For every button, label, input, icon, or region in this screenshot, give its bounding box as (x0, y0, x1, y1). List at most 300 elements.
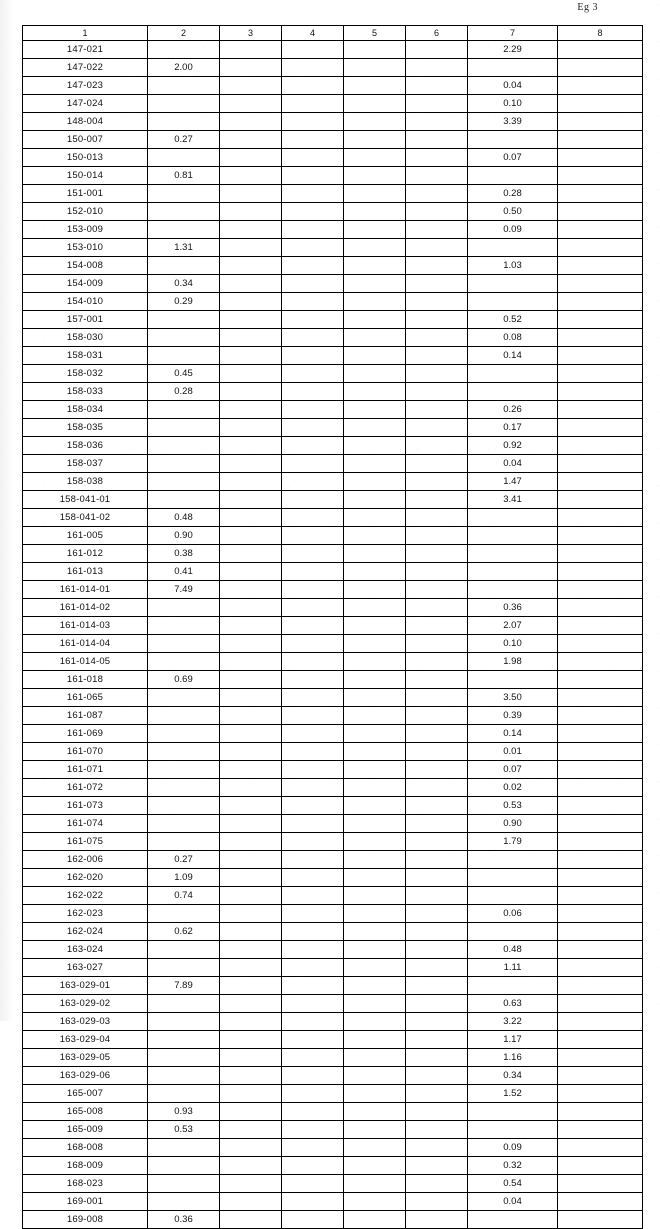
table-cell (344, 797, 406, 815)
table-cell (344, 977, 406, 995)
table-cell (220, 365, 282, 383)
table-row (23, 815, 643, 833)
table-cell (148, 203, 220, 221)
table-cell (282, 923, 344, 941)
table-cell (558, 167, 643, 185)
table-cell (558, 419, 643, 437)
table-cell (344, 725, 406, 743)
table-cell: 0.09 (468, 1139, 558, 1157)
table-row (23, 275, 643, 293)
table-cell (220, 383, 282, 401)
table-cell (558, 275, 643, 293)
table-cell (558, 599, 643, 617)
table-cell (344, 1157, 406, 1175)
table-cell (148, 329, 220, 347)
table-cell-id: 162-023 (23, 905, 148, 923)
table-cell (406, 257, 468, 275)
table-row (23, 383, 643, 401)
table-cell: 0.17 (468, 419, 558, 437)
column-header-6: 6 (406, 26, 468, 41)
table-cell (558, 257, 643, 275)
table-cell (282, 419, 344, 437)
table-row (23, 203, 643, 221)
table-row (23, 491, 643, 509)
table-cell (558, 149, 643, 167)
table-cell: 7.49 (148, 581, 220, 599)
table-cell (220, 95, 282, 113)
table-cell (148, 815, 220, 833)
table-cell (282, 1193, 344, 1211)
table-cell (220, 437, 282, 455)
table-cell (558, 59, 643, 77)
table-cell (344, 599, 406, 617)
table-cell (282, 473, 344, 491)
table-cell (344, 1085, 406, 1103)
table-cell-id: 161-014-05 (23, 653, 148, 671)
table-cell-id: 161-075 (23, 833, 148, 851)
table-cell (220, 1049, 282, 1067)
table-cell (220, 779, 282, 797)
table-cell-id: 162-020 (23, 869, 148, 887)
table-cell (406, 851, 468, 869)
table-cell: 0.26 (468, 401, 558, 419)
table-cell (344, 95, 406, 113)
table-cell (406, 761, 468, 779)
table-row (23, 941, 643, 959)
table-cell (282, 797, 344, 815)
table-cell (468, 293, 558, 311)
table-cell (468, 977, 558, 995)
table-cell (468, 1103, 558, 1121)
table-cell: 0.53 (148, 1121, 220, 1139)
table-row (23, 1121, 643, 1139)
table-cell-id: 161-071 (23, 761, 148, 779)
table-cell (406, 293, 468, 311)
table-cell (406, 959, 468, 977)
table-cell (220, 1085, 282, 1103)
table-cell (220, 1211, 282, 1229)
table-cell (406, 347, 468, 365)
table-cell (220, 833, 282, 851)
table-cell (148, 1193, 220, 1211)
table-cell (344, 167, 406, 185)
table-cell-id: 154-010 (23, 293, 148, 311)
table-row (23, 707, 643, 725)
table-cell (282, 77, 344, 95)
table-cell (282, 95, 344, 113)
table-cell (406, 617, 468, 635)
table-cell (282, 1067, 344, 1085)
table-cell (282, 113, 344, 131)
table-cell (282, 275, 344, 293)
table-row (23, 311, 643, 329)
table-cell (468, 239, 558, 257)
table-row (23, 167, 643, 185)
table-cell (282, 761, 344, 779)
table-cell (220, 1175, 282, 1193)
table-cell (148, 437, 220, 455)
table-cell (558, 329, 643, 347)
table-cell (344, 1211, 406, 1229)
table-cell (406, 653, 468, 671)
table-cell (220, 293, 282, 311)
data-table-container (22, 25, 642, 1229)
table-cell (558, 1121, 643, 1139)
table-cell: 2.07 (468, 617, 558, 635)
column-header-8: 8 (558, 26, 643, 41)
table-row (23, 1049, 643, 1067)
table-cell (344, 545, 406, 563)
table-cell (148, 1157, 220, 1175)
table-cell (220, 509, 282, 527)
table-row (23, 563, 643, 581)
table-cell: 1.52 (468, 1085, 558, 1103)
table-cell (344, 1013, 406, 1031)
table-cell (558, 941, 643, 959)
table-cell (282, 329, 344, 347)
table-cell (406, 689, 468, 707)
table-cell (282, 257, 344, 275)
table-cell (220, 977, 282, 995)
table-cell: 0.90 (468, 815, 558, 833)
table-cell (220, 311, 282, 329)
table-cell (282, 1049, 344, 1067)
table-cell (406, 545, 468, 563)
table-cell: 3.41 (468, 491, 558, 509)
table-row (23, 437, 643, 455)
table-cell (220, 923, 282, 941)
table-cell (220, 275, 282, 293)
table-cell (406, 905, 468, 923)
table-cell (558, 1139, 643, 1157)
table-cell (344, 563, 406, 581)
table-cell (220, 707, 282, 725)
table-cell (344, 293, 406, 311)
table-cell-id: 158-034 (23, 401, 148, 419)
table-row (23, 1103, 643, 1121)
table-cell (406, 869, 468, 887)
table-cell-id: 151-001 (23, 185, 148, 203)
table-cell (282, 707, 344, 725)
table-cell (406, 1067, 468, 1085)
table-row (23, 59, 643, 77)
table-row (23, 95, 643, 113)
table-cell (148, 1049, 220, 1067)
table-cell (558, 905, 643, 923)
table-cell (220, 941, 282, 959)
table-cell (282, 1013, 344, 1031)
table-cell (344, 905, 406, 923)
table-cell (558, 851, 643, 869)
table-row (23, 887, 643, 905)
table-cell (406, 131, 468, 149)
table-cell (558, 689, 643, 707)
table-cell (468, 167, 558, 185)
table-cell: 1.09 (148, 869, 220, 887)
table-cell (282, 815, 344, 833)
table-row (23, 131, 643, 149)
table-cell (282, 905, 344, 923)
table-cell (148, 1085, 220, 1103)
table-cell (220, 725, 282, 743)
column-header-2: 2 (148, 26, 220, 41)
table-cell (282, 1103, 344, 1121)
table-cell (344, 275, 406, 293)
table-cell (220, 491, 282, 509)
table-cell: 0.48 (468, 941, 558, 959)
table-cell (220, 329, 282, 347)
table-cell (558, 311, 643, 329)
table-cell (220, 689, 282, 707)
table-cell: 1.11 (468, 959, 558, 977)
table-cell (406, 887, 468, 905)
page-header-label: Eg 3 (577, 2, 598, 13)
table-row (23, 1085, 643, 1103)
table-cell (406, 401, 468, 419)
table-cell-id: 158-037 (23, 455, 148, 473)
table-cell (406, 923, 468, 941)
table-row (23, 689, 643, 707)
table-cell (148, 455, 220, 473)
table-cell (558, 455, 643, 473)
table-row (23, 1013, 643, 1031)
table-cell: 0.63 (468, 995, 558, 1013)
table-cell (558, 239, 643, 257)
table-cell (282, 455, 344, 473)
table-cell (282, 995, 344, 1013)
table-cell (344, 833, 406, 851)
table-cell (558, 1067, 643, 1085)
table-cell (344, 815, 406, 833)
table-cell (406, 1139, 468, 1157)
table-cell (282, 869, 344, 887)
table-row (23, 761, 643, 779)
table-cell (282, 671, 344, 689)
table-cell: 0.04 (468, 455, 558, 473)
table-cell (558, 509, 643, 527)
table-cell (220, 1103, 282, 1121)
table-cell (468, 383, 558, 401)
table-cell (406, 509, 468, 527)
table-cell (282, 491, 344, 509)
table-cell: 0.53 (468, 797, 558, 815)
table-cell (282, 563, 344, 581)
table-cell (220, 653, 282, 671)
table-row (23, 293, 643, 311)
table-cell: 0.06 (468, 905, 558, 923)
table-cell (558, 365, 643, 383)
table-row (23, 581, 643, 599)
table-cell (344, 743, 406, 761)
table-cell (344, 869, 406, 887)
table-cell: 0.45 (148, 365, 220, 383)
table-cell (558, 1175, 643, 1193)
table-cell-id: 158-038 (23, 473, 148, 491)
table-cell: 0.10 (468, 95, 558, 113)
table-cell-id: 158-033 (23, 383, 148, 401)
table-cell: 0.04 (468, 1193, 558, 1211)
table-cell-id: 161-014-01 (23, 581, 148, 599)
table-cell (406, 59, 468, 77)
table-cell (344, 617, 406, 635)
table-cell (406, 437, 468, 455)
table-cell-id: 154-008 (23, 257, 148, 275)
column-header-1: 1 (23, 26, 148, 41)
table-cell (282, 545, 344, 563)
table-cell: 1.17 (468, 1031, 558, 1049)
table-row (23, 545, 643, 563)
table-cell (220, 1121, 282, 1139)
table-cell (344, 1049, 406, 1067)
table-cell (406, 419, 468, 437)
table-cell (344, 671, 406, 689)
table-row (23, 221, 643, 239)
table-cell: 3.39 (468, 113, 558, 131)
table-row (23, 671, 643, 689)
table-cell (406, 581, 468, 599)
table-cell (406, 365, 468, 383)
table-cell (282, 311, 344, 329)
table-cell (282, 1031, 344, 1049)
table-cell-id: 147-024 (23, 95, 148, 113)
table-cell-id: 162-024 (23, 923, 148, 941)
table-cell (220, 995, 282, 1013)
table-cell: 0.38 (148, 545, 220, 563)
table-cell-id: 161-014-04 (23, 635, 148, 653)
table-cell (282, 599, 344, 617)
table-cell (558, 41, 643, 59)
table-cell (406, 311, 468, 329)
table-cell (282, 347, 344, 365)
table-cell (220, 167, 282, 185)
table-cell: 0.28 (468, 185, 558, 203)
table-cell (220, 473, 282, 491)
table-cell (282, 1157, 344, 1175)
table-cell (220, 1157, 282, 1175)
table-cell (558, 797, 643, 815)
data-table (22, 25, 643, 1229)
table-cell (558, 725, 643, 743)
table-row (23, 635, 643, 653)
table-row (23, 905, 643, 923)
table-cell (148, 77, 220, 95)
table-cell: 2.29 (468, 41, 558, 59)
table-cell (406, 239, 468, 257)
table-cell (406, 455, 468, 473)
table-row (23, 851, 643, 869)
table-cell (148, 347, 220, 365)
table-row (23, 1157, 643, 1175)
table-cell (558, 743, 643, 761)
table-cell: 0.07 (468, 761, 558, 779)
table-cell (558, 1013, 643, 1031)
table-cell (282, 617, 344, 635)
table-cell (220, 869, 282, 887)
table-cell-id: 161-012 (23, 545, 148, 563)
table-cell (344, 149, 406, 167)
table-cell (220, 815, 282, 833)
table-cell-id: 165-009 (23, 1121, 148, 1139)
table-cell (558, 1103, 643, 1121)
table-cell (344, 959, 406, 977)
table-cell (282, 635, 344, 653)
table-cell: 0.92 (468, 437, 558, 455)
table-row (23, 77, 643, 95)
table-cell-id: 168-023 (23, 1175, 148, 1193)
table-cell (558, 707, 643, 725)
table-cell (148, 1139, 220, 1157)
table-cell (344, 887, 406, 905)
table-cell (468, 545, 558, 563)
table-cell (282, 1121, 344, 1139)
table-cell (344, 1175, 406, 1193)
table-cell-id: 161-069 (23, 725, 148, 743)
table-row (23, 473, 643, 491)
table-cell (344, 635, 406, 653)
table-cell (148, 473, 220, 491)
table-cell (558, 185, 643, 203)
table-row (23, 1031, 643, 1049)
table-cell (558, 653, 643, 671)
table-cell (220, 257, 282, 275)
table-cell: 0.34 (148, 275, 220, 293)
table-cell: 0.81 (148, 167, 220, 185)
table-cell: 0.02 (468, 779, 558, 797)
table-cell-id: 169-008 (23, 1211, 148, 1229)
table-cell (406, 185, 468, 203)
table-cell: 1.79 (468, 833, 558, 851)
table-cell: 0.36 (468, 599, 558, 617)
table-cell-id: 161-087 (23, 707, 148, 725)
table-cell (148, 185, 220, 203)
table-cell (220, 59, 282, 77)
table-cell (282, 131, 344, 149)
table-cell (148, 113, 220, 131)
table-cell (406, 275, 468, 293)
table-cell (148, 941, 220, 959)
table-cell (282, 653, 344, 671)
table-cell-id: 147-023 (23, 77, 148, 95)
table-cell (558, 131, 643, 149)
table-cell (148, 725, 220, 743)
table-cell (220, 419, 282, 437)
table-cell (344, 437, 406, 455)
table-cell (406, 527, 468, 545)
table-cell-id: 162-006 (23, 851, 148, 869)
table-cell (558, 995, 643, 1013)
table-cell: 0.54 (468, 1175, 558, 1193)
table-cell (558, 869, 643, 887)
table-cell-id: 153-009 (23, 221, 148, 239)
table-cell-id: 148-004 (23, 113, 148, 131)
table-cell (282, 1211, 344, 1229)
table-cell (406, 95, 468, 113)
table-cell (282, 581, 344, 599)
table-cell (344, 239, 406, 257)
table-cell-id: 150-014 (23, 167, 148, 185)
table-cell: 0.36 (148, 1211, 220, 1229)
table-cell: 0.04 (468, 77, 558, 95)
table-row (23, 455, 643, 473)
table-cell-id: 150-007 (23, 131, 148, 149)
table-cell (344, 347, 406, 365)
table-cell (558, 473, 643, 491)
table-cell (558, 1193, 643, 1211)
table-cell (558, 1085, 643, 1103)
table-cell (406, 1103, 468, 1121)
table-cell (220, 113, 282, 131)
table-cell (558, 923, 643, 941)
